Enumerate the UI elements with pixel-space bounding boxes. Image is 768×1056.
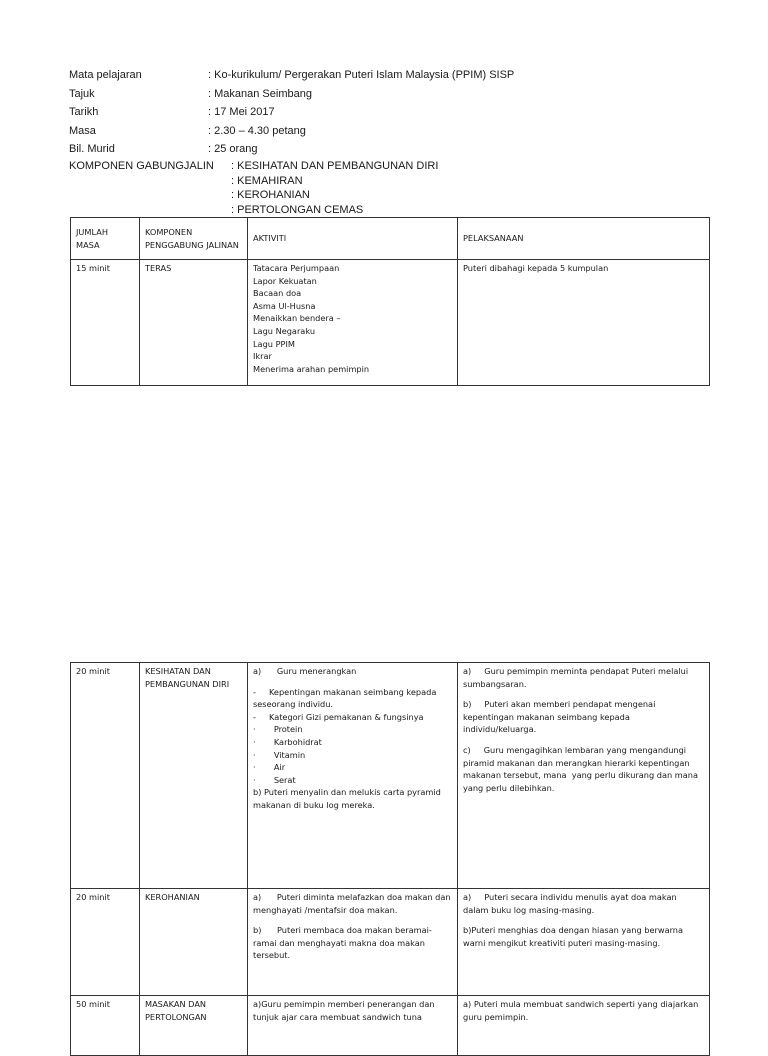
aktiviti-line: Tatacara Perjumpaan	[253, 263, 340, 273]
aktiviti-line: - Kategori Gizi pemakanan & fungsinya	[253, 711, 424, 722]
cell-aktiviti	[248, 260, 458, 386]
cell-aktiviti: a)Guru pemimpin memberi penerangan dan tunjuk ajar cara membuat sandwich tuna	[248, 996, 458, 1056]
header-label: Mata pelajaran	[69, 69, 142, 81]
nutrient-item: · Air	[253, 762, 286, 773]
cell-aktiviti	[248, 663, 458, 889]
table-header-row	[71, 218, 710, 260]
header-label: Tarikh	[69, 106, 99, 118]
cell-masa: 50 minit	[71, 996, 140, 1056]
pelaksanaan-line: b) Puteri akan memberi pendapat mengenai kepentingan makanan seimbang kepada individu/keluarga.	[463, 699, 658, 735]
header-row-date	[69, 103, 709, 122]
cell-pelaksanaan	[458, 663, 710, 889]
aktiviti-line: a) Guru menerangkan	[253, 666, 357, 676]
cell-komponen: MASAKAN DAN PERTOLONGAN	[140, 996, 248, 1056]
header-value: : Makanan Seimbang	[208, 87, 312, 100]
header-label: Bil. Murid	[69, 143, 115, 155]
header-value: : Ko-kurikulum/ Pergerakan Puteri Islam Malaysia (PPIM) SISP	[208, 69, 515, 81]
header-value: : 25 orang	[208, 143, 258, 155]
table-row	[71, 663, 710, 889]
aktiviti-line: Lagu PPIM	[253, 338, 295, 349]
komponen-item: : KEROHANIAN	[231, 189, 310, 202]
nutrient-item: · Protein	[253, 724, 303, 735]
komponen-label: KOMPONEN GABUNGJALIN	[69, 160, 214, 172]
cell-pelaksanaan	[458, 889, 710, 996]
pelaksanaan-line: a) Guru pemimpin meminta pendapat Puteri melalui sumbangsaran.	[463, 666, 691, 689]
cell-masa: 20 minit	[71, 663, 140, 889]
lesson-table-1	[70, 217, 710, 386]
pelaksanaan-line: a) Puteri secara individu menulis ayat doa makan dalam buku log masing-masing.	[463, 892, 680, 915]
header-value: : 17 Mei 2017	[208, 106, 275, 118]
table-row	[71, 889, 710, 996]
nutrient-item: · Serat	[253, 774, 296, 785]
nutrient-item: · Karbohidrat	[253, 736, 322, 747]
header-label: Masa	[69, 124, 96, 137]
pelaksanaan-line: b)Puteri menghias doa dengan hiasan yang berwarna warni mengikut kreativiti puteri masing-masing.	[463, 925, 686, 948]
nutrient-item: · Vitamin	[253, 749, 306, 760]
table-row	[71, 996, 710, 1056]
cell-pelaksanaan: a) Puteri mula membuat sandwich seperti yang diajarkan guru pemimpin.	[458, 996, 710, 1056]
header-cell-komponen: KOMPONEN PENGGABUNG JALINAN	[140, 218, 248, 260]
header-info	[69, 66, 709, 159]
header-row-subject	[69, 66, 709, 85]
komponen-block	[69, 159, 709, 218]
aktiviti-line: b) Puteri menyalin dan melukis carta pyramid makanan di buku log mereka.	[253, 787, 441, 810]
header-value: : 2.30 – 4.30 petang	[208, 124, 306, 137]
header-cell-aktiviti: AKTIVITI	[248, 218, 458, 260]
cell-pelaksanaan: Puteri dibahagi kepada 5 kumpulan	[458, 260, 710, 386]
aktiviti-line: Asma Ul-Husna	[253, 300, 316, 311]
komponen-item: : KEMAHIRAN	[231, 174, 303, 187]
aktiviti-line: Ikrar	[253, 351, 272, 362]
table-row	[71, 260, 710, 386]
komponen-item: : PERTOLONGAN CEMAS	[231, 204, 364, 217]
aktiviti-line: - Kepentingan makanan seimbang kepada seseorang individu.	[253, 686, 439, 710]
aktiviti-line: b) Puteri membaca doa makan beramai-ramai dan menghayati makna doa makan tersebut.	[253, 925, 432, 961]
header-label: Tajuk	[69, 87, 95, 100]
komponen-item: : KESIHATAN DAN PEMBANGUNAN DIRI	[231, 160, 439, 172]
header-row-students	[69, 140, 709, 159]
header-row-title	[69, 85, 709, 104]
cell-masa: 20 minit	[71, 889, 140, 996]
cell-komponen: KEROHANIAN	[140, 889, 248, 996]
aktiviti-line: Bacaan doa	[253, 288, 302, 299]
cell-komponen: KESIHATAN DAN PEMBANGUNAN DIRI	[140, 663, 248, 889]
aktiviti-line: Menerima arahan pemimpin	[253, 363, 370, 374]
cell-komponen: TERAS	[140, 260, 248, 386]
lesson-table-2	[70, 662, 710, 1056]
cell-masa: 15 minit	[71, 260, 140, 386]
header-cell-masa: JUMLAH MASA	[71, 218, 140, 260]
aktiviti-line: a) Puteri diminta melafazkan doa makan dan menghayati /mentafsir doa makan.	[253, 892, 454, 915]
cell-aktiviti	[248, 889, 458, 996]
aktiviti-line: Lagu Negaraku	[253, 325, 316, 336]
header-row-time	[69, 122, 709, 141]
header-cell-pelaksanaan: PELAKSANAAN	[458, 218, 710, 260]
aktiviti-line: Menaikkan bendera –	[253, 313, 341, 324]
pelaksanaan-line: c) Guru mengagihkan lembaran yang mengandungi piramid makanan dan merangkan hierarki kepentingan makanan tersebut, mana yang perlu dikurang dan mana yang perlu dilebihkan.	[463, 744, 701, 793]
aktiviti-line: Lapor Kekuatan	[253, 275, 317, 286]
